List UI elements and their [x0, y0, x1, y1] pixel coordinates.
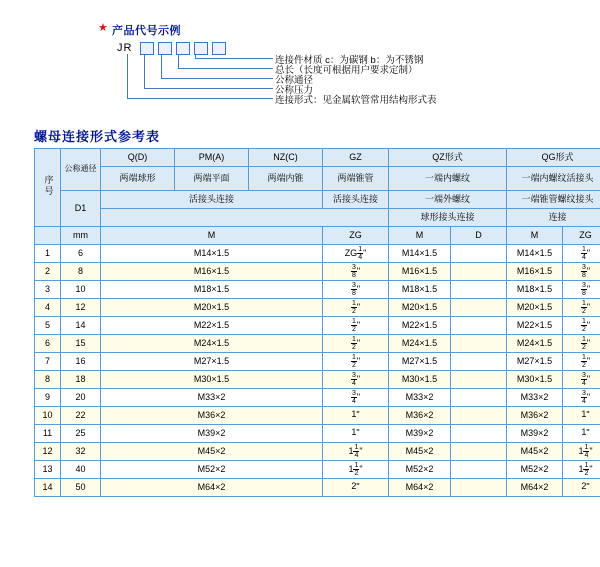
cell-gz-thread: $\frac{1}{2}$ "	[323, 353, 389, 371]
cell-qz-m: M27×1.5	[389, 353, 451, 371]
cell-q-thread: M18×1.5	[101, 281, 323, 299]
cell-qg-zg: $\frac{1}{2}$ "	[563, 299, 600, 317]
cell-qz-m: M22×1.5	[389, 317, 451, 335]
cell-seq: 10	[35, 407, 61, 425]
cell-qg-zg: 1 $\frac{1}{2}$ "	[563, 461, 600, 479]
cell-q-thread: M39×2	[101, 425, 323, 443]
cell-qg-zg: $\frac{3}{8}$ "	[563, 263, 600, 281]
cell-qz-m: M14×1.5	[389, 245, 451, 263]
cell-qz-d	[451, 299, 507, 317]
table-row	[35, 353, 600, 371]
header-unit-mm: mm	[61, 227, 101, 245]
cell-qz-d	[451, 461, 507, 479]
cell-gz-thread: $\frac{3}{4}$ "	[323, 389, 389, 407]
cell-qg-m: M36×2	[507, 407, 563, 425]
table-header-row-3	[35, 191, 600, 209]
cell-qz-m: M64×2	[389, 479, 451, 497]
cell-qz-m: M33×2	[389, 389, 451, 407]
header-qz-connection: 球形接头连接	[389, 209, 507, 227]
cell-qz-m: M45×2	[389, 443, 451, 461]
header-unit-zg: ZG	[323, 227, 389, 245]
table-row	[35, 317, 600, 335]
leader-line-5	[127, 54, 273, 99]
header-group-gz-code: GZ	[323, 149, 389, 167]
diagram-label-connection-type: 连接形式：见金属软管常用结构形式表	[275, 95, 437, 106]
table-row	[35, 371, 600, 389]
star-icon: ★	[98, 22, 108, 34]
cell-q-thread: M45×2	[101, 443, 323, 461]
diagram-label-nominal-diameter: 公称通径	[275, 75, 314, 86]
cell-qg-m: M20×1.5	[507, 299, 563, 317]
cell-qz-d	[451, 425, 507, 443]
cell-gz-thread: $\frac{3}{8}$ "	[323, 281, 389, 299]
cell-dn: 14	[61, 317, 101, 335]
header-blank-merge	[101, 209, 389, 227]
header-gz-shape: 两端锥管	[323, 167, 389, 191]
cell-qz-d	[451, 245, 507, 263]
header-group-q-code: Q(D)	[101, 149, 175, 167]
cell-gz-thread: ZG $\frac{1}{4}$ "	[323, 245, 389, 263]
cell-q-thread: M30×1.5	[101, 371, 323, 389]
table-row	[35, 263, 600, 281]
header-unit-qg-m: M	[507, 227, 563, 245]
cell-q-thread: M22×1.5	[101, 317, 323, 335]
header-group-pm-code: PM(A)	[175, 149, 249, 167]
cell-qz-d	[451, 371, 507, 389]
header-seq: 序号	[35, 149, 61, 227]
cell-qz-m: M52×2	[389, 461, 451, 479]
table-row	[35, 461, 600, 479]
nut-connection-table	[34, 148, 600, 497]
cell-qg-zg: 1"	[563, 407, 600, 425]
cell-q-thread: M24×1.5	[101, 335, 323, 353]
cell-gz-thread: 2"	[323, 479, 389, 497]
cell-seq: 9	[35, 389, 61, 407]
cell-gz-thread: 1 $\frac{1}{2}$ "	[323, 461, 389, 479]
header-qz-thread-outer: 一端外螺纹	[389, 191, 507, 209]
cell-qg-m: M52×2	[507, 461, 563, 479]
cell-qz-d	[451, 263, 507, 281]
cell-dn: 10	[61, 281, 101, 299]
table-row	[35, 389, 600, 407]
header-nz-shape: 两端内锥	[249, 167, 323, 191]
header-unit-qz-d: D	[451, 227, 507, 245]
cell-dn: 20	[61, 389, 101, 407]
cell-gz-thread: $\frac{3}{4}$ "	[323, 371, 389, 389]
cell-qg-m: M39×2	[507, 425, 563, 443]
cell-dn: 22	[61, 407, 101, 425]
header-group-nz-code: NZ(C)	[249, 149, 323, 167]
header-unit-qg-zg: ZG	[563, 227, 600, 245]
cell-gz-thread: $\frac{3}{8}$ "	[323, 263, 389, 281]
cell-dn: 12	[61, 299, 101, 317]
header-group-qg-code: QG形式	[507, 149, 600, 167]
table-body	[35, 245, 600, 497]
header-unit-m: M	[101, 227, 323, 245]
cell-qg-zg: 1"	[563, 425, 600, 443]
cell-seq: 3	[35, 281, 61, 299]
cell-q-thread: M16×1.5	[101, 263, 323, 281]
cell-qg-m: M27×1.5	[507, 353, 563, 371]
code-prefix: JR	[117, 42, 133, 54]
header-unit-seq	[35, 227, 61, 245]
header-qg-connection: 连接	[507, 209, 600, 227]
cell-qz-m: M24×1.5	[389, 335, 451, 353]
diagram-title: 产品代号示例	[112, 25, 181, 37]
cell-gz-thread: $\frac{1}{2}$ "	[323, 299, 389, 317]
table-row	[35, 479, 600, 497]
cell-seq: 2	[35, 263, 61, 281]
cell-dn: 50	[61, 479, 101, 497]
cell-seq: 11	[35, 425, 61, 443]
cell-gz-thread: 1 $\frac{1}{4}$ "	[323, 443, 389, 461]
header-unit-qz-m: M	[389, 227, 451, 245]
cell-qg-m: M24×1.5	[507, 335, 563, 353]
cell-q-thread: M33×2	[101, 389, 323, 407]
cell-qz-d	[451, 281, 507, 299]
diagram-label-material: 连接件材质 c：为碳钢 b：为不锈钢	[275, 55, 424, 66]
table-row	[35, 335, 600, 353]
cell-gz-thread: 1"	[323, 425, 389, 443]
header-qg-thread-outer: 一端锥管螺纹接头	[507, 191, 600, 209]
cell-qz-d	[451, 389, 507, 407]
table-row	[35, 407, 600, 425]
cell-seq: 7	[35, 353, 61, 371]
table-row	[35, 299, 600, 317]
cell-gz-thread: $\frac{1}{2}$ "	[323, 335, 389, 353]
table-row	[35, 245, 600, 263]
table-row	[35, 281, 600, 299]
cell-dn: 8	[61, 263, 101, 281]
cell-seq: 1	[35, 245, 61, 263]
cell-gz-thread: $\frac{1}{2}$ "	[323, 317, 389, 335]
cell-qg-zg: $\frac{3}{8}$ "	[563, 281, 600, 299]
cell-dn: 32	[61, 443, 101, 461]
cell-qz-d	[451, 479, 507, 497]
cell-seq: 8	[35, 371, 61, 389]
cell-q-thread: M64×2	[101, 479, 323, 497]
table-header-row-1	[35, 149, 600, 167]
cell-qg-zg: $\frac{1}{2}$ "	[563, 317, 600, 335]
cell-q-thread: M52×2	[101, 461, 323, 479]
cell-qg-zg: $\frac{3}{4}$ "	[563, 371, 600, 389]
header-gz-connection: 活接头连接	[323, 191, 389, 209]
cell-qg-m: M64×2	[507, 479, 563, 497]
diagram-label-nominal-pressure: 公称压力	[275, 85, 314, 96]
cell-gz-thread: 1"	[323, 407, 389, 425]
cell-q-thread: M14×1.5	[101, 245, 323, 263]
header-group-qz-code: QZ形式	[389, 149, 507, 167]
cell-dn: 15	[61, 335, 101, 353]
cell-qg-m: M33×2	[507, 389, 563, 407]
table-row	[35, 425, 600, 443]
cell-seq: 4	[35, 299, 61, 317]
cell-qz-d	[451, 407, 507, 425]
cell-qg-m: M45×2	[507, 443, 563, 461]
cell-seq: 13	[35, 461, 61, 479]
table-header-row-5	[35, 227, 600, 245]
cell-dn: 25	[61, 425, 101, 443]
table-row	[35, 443, 600, 461]
table-header-row-2	[35, 167, 600, 191]
cell-seq: 5	[35, 317, 61, 335]
cell-qg-zg: $\frac{3}{4}$ "	[563, 389, 600, 407]
cell-qz-m: M16×1.5	[389, 263, 451, 281]
cell-qg-m: M30×1.5	[507, 371, 563, 389]
cell-dn: 18	[61, 371, 101, 389]
cell-qg-m: M22×1.5	[507, 317, 563, 335]
cell-qg-zg: 2"	[563, 479, 600, 497]
cell-seq: 14	[35, 479, 61, 497]
cell-qz-m: M20×1.5	[389, 299, 451, 317]
cell-qz-d	[451, 317, 507, 335]
cell-dn: 16	[61, 353, 101, 371]
header-pm-shape: 两端平面	[175, 167, 249, 191]
cell-qg-m: M14×1.5	[507, 245, 563, 263]
cell-qz-m: M18×1.5	[389, 281, 451, 299]
header-qz-thread-inner: 一端内螺纹	[389, 167, 507, 191]
header-qg-thread-inner: 一端内螺纹活接头	[507, 167, 600, 191]
cell-seq: 6	[35, 335, 61, 353]
cell-seq: 12	[35, 443, 61, 461]
table-header-row-4	[35, 209, 600, 227]
cell-qz-d	[451, 443, 507, 461]
cell-q-thread: M20×1.5	[101, 299, 323, 317]
cell-dn: 40	[61, 461, 101, 479]
table-title: 螺母连接形式参考表	[34, 129, 161, 144]
diagram-label-length: 总长（长度可根据用户要求定制）	[275, 65, 418, 76]
header-dn: 公称通径	[61, 149, 101, 191]
cell-q-thread: M27×1.5	[101, 353, 323, 371]
header-d1: D1	[61, 191, 101, 227]
header-q-shape: 两端球形	[101, 167, 175, 191]
product-code-diagram	[0, 0, 600, 120]
cell-qg-zg: 1 $\frac{1}{4}$ "	[563, 443, 600, 461]
cell-qz-d	[451, 353, 507, 371]
header-q-connection: 活接头连接	[101, 191, 323, 209]
cell-qz-m: M30×1.5	[389, 371, 451, 389]
cell-qz-d	[451, 335, 507, 353]
cell-dn: 6	[61, 245, 101, 263]
cell-qg-zg: $\frac{1}{4}$ "	[563, 245, 600, 263]
cell-qg-m: M16×1.5	[507, 263, 563, 281]
cell-qz-m: M39×2	[389, 425, 451, 443]
cell-q-thread: M36×2	[101, 407, 323, 425]
cell-qg-zg: $\frac{1}{2}$ "	[563, 353, 600, 371]
cell-qz-m: M36×2	[389, 407, 451, 425]
cell-qg-zg: $\frac{1}{2}$ "	[563, 335, 600, 353]
cell-qg-m: M18×1.5	[507, 281, 563, 299]
